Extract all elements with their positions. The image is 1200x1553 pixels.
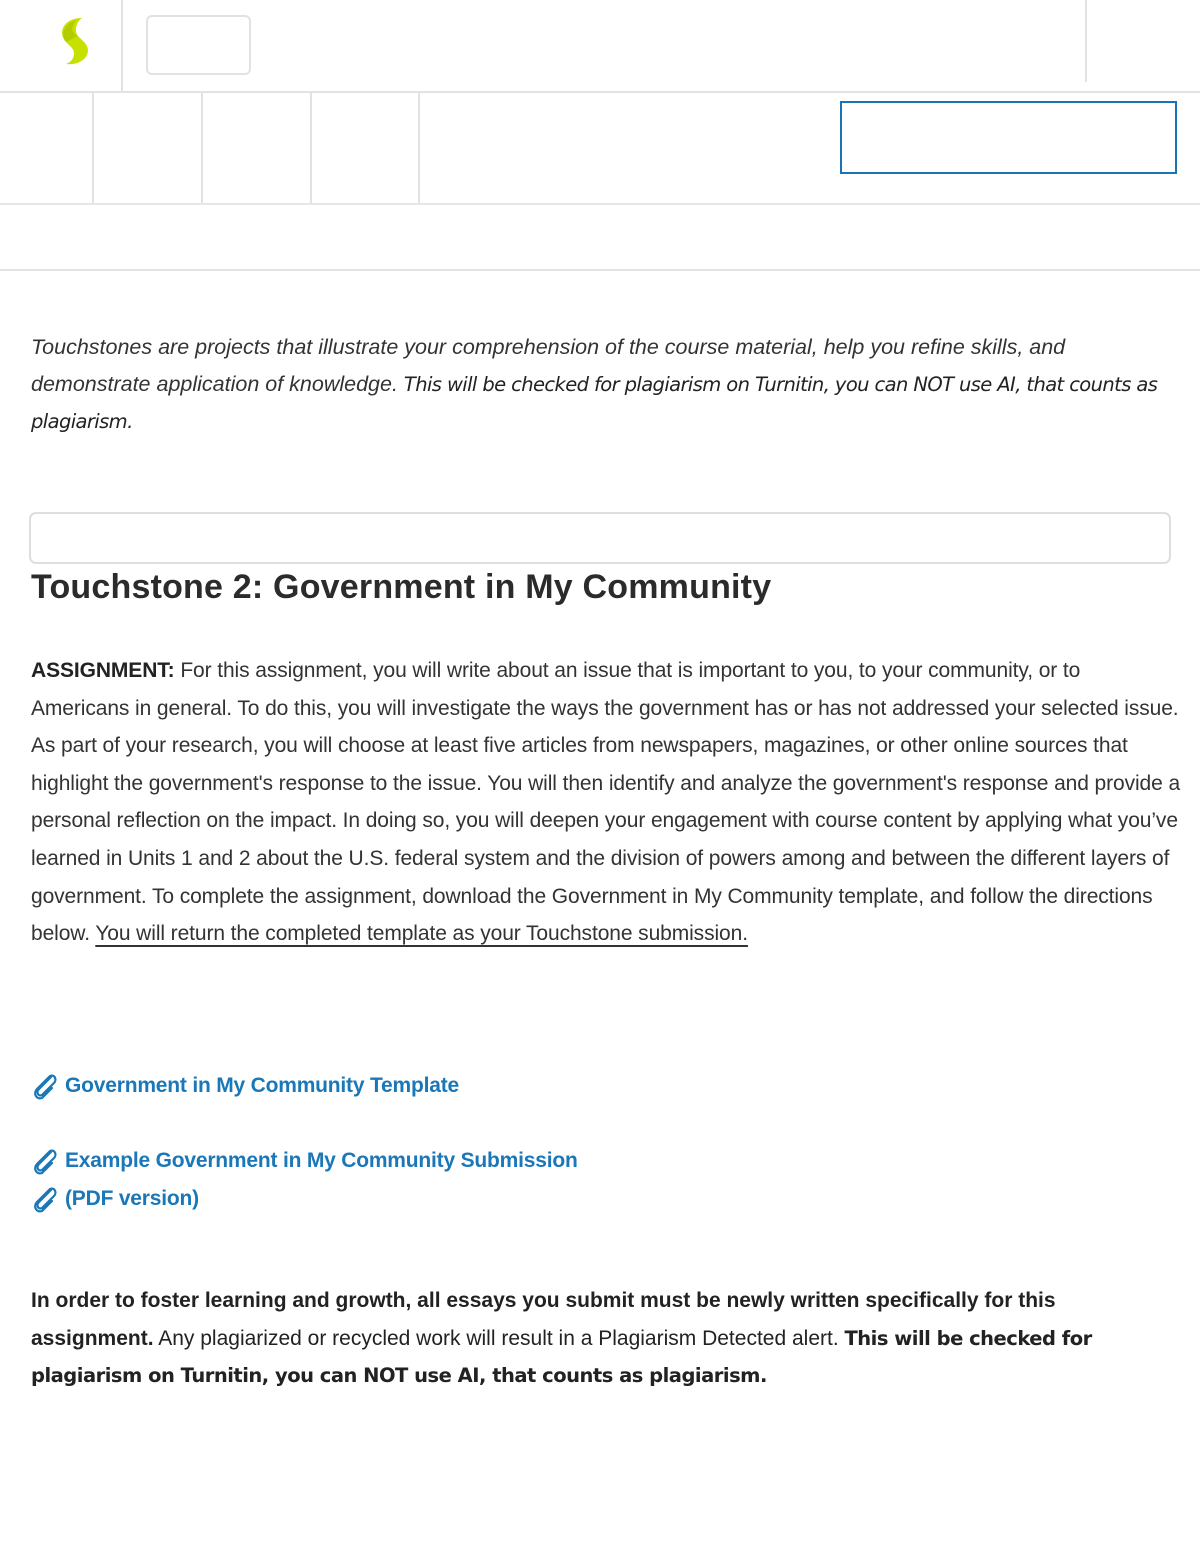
nav-tab-1[interactable] <box>92 93 202 203</box>
attachment-pdf-link[interactable]: (PDF version) <box>65 1187 199 1210</box>
top-bar-divider-left <box>121 0 123 91</box>
attachment-pdf[interactable] <box>31 1181 199 1217</box>
assignment-submission-note: You will return the completed template as your Touchstone submission. <box>95 922 748 946</box>
intro-paragraph <box>31 329 1181 440</box>
plagiarism-notice <box>31 1282 1181 1395</box>
nav-tab-2[interactable] <box>201 93 311 203</box>
sophia-logo-icon[interactable] <box>52 14 100 70</box>
attachment-template-link[interactable]: Government in My Community Template <box>65 1074 459 1097</box>
paperclip-icon <box>31 1146 59 1176</box>
intro-text: Touchstones are projects that illustrate your comprehension of the course material, help you refine skills, and demonstrate application of knowledge. <box>31 335 1066 396</box>
top-bar <box>0 0 1200 93</box>
notice-body: Any plagiarized or recycled work will result in a Plagiarism Detected alert. <box>153 1326 845 1350</box>
attachment-template[interactable] <box>31 1068 459 1104</box>
assignment-label: ASSIGNMENT: <box>31 659 175 682</box>
paperclip-icon <box>31 1071 59 1101</box>
nav-tab-3[interactable] <box>310 93 420 203</box>
attachment-example[interactable] <box>31 1143 578 1179</box>
course-nav <box>0 93 1200 205</box>
intro-plagiarism-warning: This will be checked for plagiarism on Turnitin, you can NOT use AI, that counts as plagiarism. <box>31 373 1158 433</box>
attachment-example-link[interactable]: Example Government in My Community Submission <box>65 1149 578 1172</box>
notice-lead: In order to foster learning and growth, all essays you submit must be newly written specifically for this assignment. <box>31 1289 1056 1350</box>
assignment-paragraph <box>31 652 1181 953</box>
paperclip-icon <box>31 1184 59 1214</box>
notice-plagiarism-warning: This will be checked for plagiarism on Turnitin, you can NOT use AI, that counts as plagiarism. <box>31 1326 1092 1387</box>
top-menu-button[interactable] <box>146 15 251 75</box>
nav-action-button[interactable] <box>840 101 1177 174</box>
top-bar-divider-right <box>1085 0 1087 82</box>
content-search-box[interactable] <box>29 512 1171 564</box>
assignment-body: For this assignment, you will write about an issue that is important to you, to your community, or to Americans in general. To do this, you will investigate the ways the government has or has not addressed your selected issue. As part of your research, you will choose at least five articles from newspapers, magazines, or other online sources that highlight the government's response to the issue. You will then identify and analyze the government's response and provide a personal reflection on the impact. In doing so, you will deepen your engagement with course content by applying what you’ve learned in Units 1 and 2 about the U.S. federal system and the division of powers among and between the different layers of government. To complete the assignment, download the Government in My Community template, and follow the directions below. <box>31 659 1181 946</box>
page-title: Touchstone 2: Government in My Community <box>31 568 772 606</box>
sub-header <box>0 205 1200 271</box>
